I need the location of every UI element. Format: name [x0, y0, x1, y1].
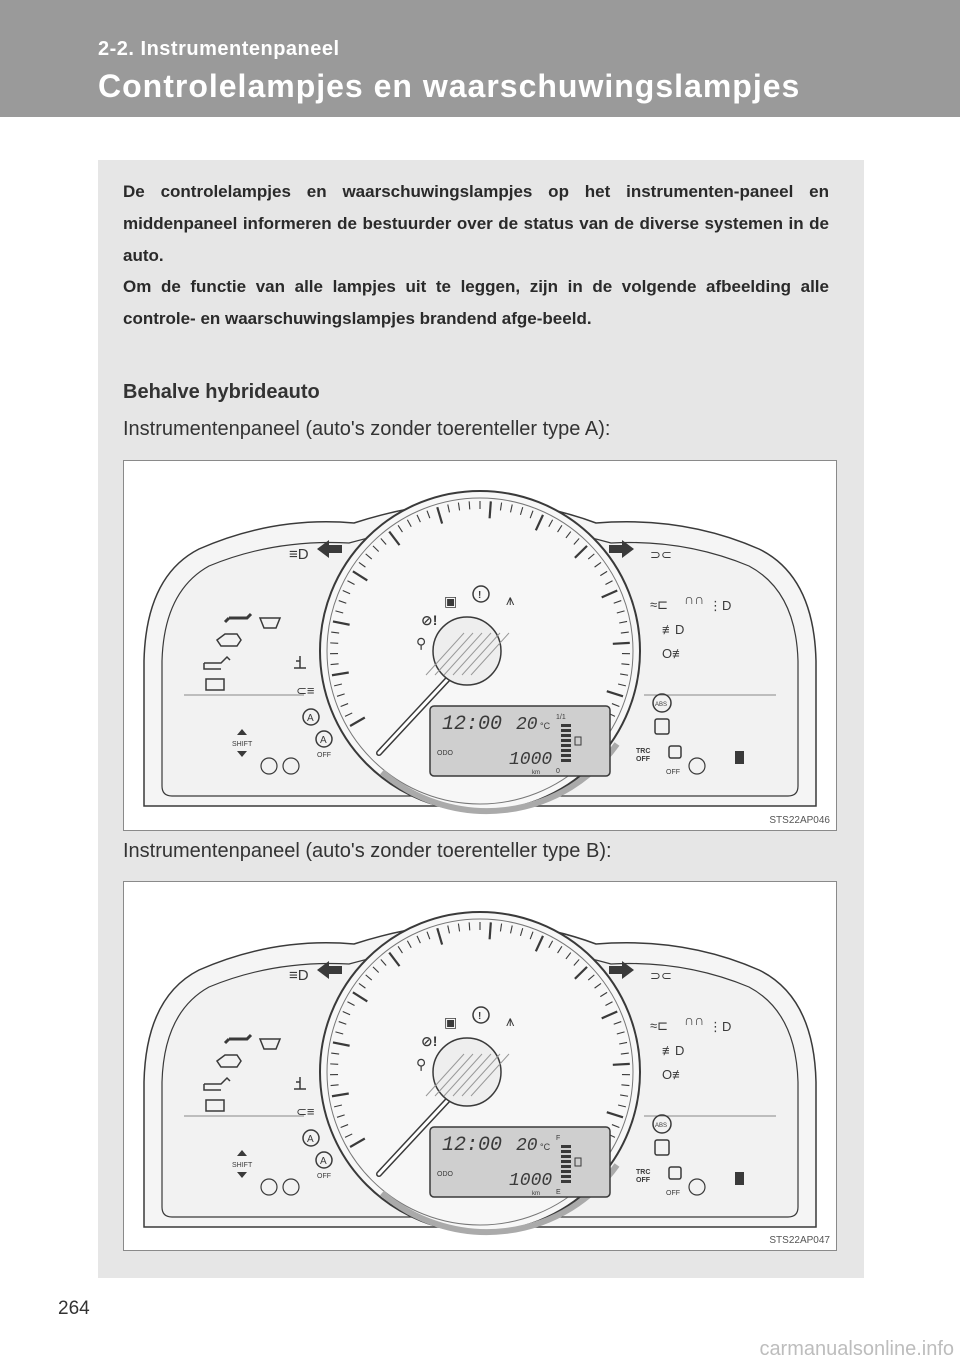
odometer-readout: 1000 [509, 750, 553, 770]
abs-label: ABS [655, 1123, 668, 1129]
fuel-bar-segment [561, 1145, 571, 1148]
power-steering-icon: ⊘! [421, 612, 438, 628]
rear-defogger-icon: ∩∩ [684, 591, 705, 607]
odo-label: ODO [437, 750, 453, 757]
front-fog-icon: ≢D [662, 622, 685, 637]
section-label: 2-2. Instrumentenpaneel [98, 38, 340, 60]
brake-warning-mark: ! [478, 590, 482, 601]
temperature-readout: 20 [516, 1136, 538, 1156]
fuel-bar-segment [561, 749, 571, 752]
trc-off-label: OFF [636, 756, 650, 763]
power-steering-icon: ⊘! [421, 1033, 438, 1049]
rear-defogger-icon: ∩∩ [684, 1012, 705, 1028]
fuel-scale-bottom: 0 [556, 768, 560, 775]
figure-code: STS22AP046 [769, 815, 830, 826]
tail-light-icon: ⊃⊂ [650, 968, 672, 983]
auto-off-label: OFF [317, 752, 331, 759]
fuel-bar-segment [561, 1170, 571, 1173]
auto-off-label: OFF [317, 1173, 331, 1180]
temperature-unit: °C [540, 1142, 551, 1152]
glow-plug-icon: ⊂≡ [296, 683, 315, 698]
speedometer-tick [613, 1064, 630, 1065]
auto-off-letter: A [320, 735, 327, 746]
fuel-bar-segment [561, 754, 571, 757]
auto-icon-letter: A [307, 713, 314, 724]
subheading: Behalve hybrideauto [123, 381, 320, 403]
vsc-off-label: OFF [666, 769, 680, 776]
low-fuel-icon [735, 751, 744, 764]
shift-label: SHIFT [232, 1162, 253, 1169]
clock-readout: 12:00 [442, 713, 503, 736]
fog-light-icon: ⋮D [709, 598, 732, 613]
intro-paragraph-1: De controlelampjes en waarschuwingslampjes op het instrumenten-paneel en middenpaneel informeren de bestuurder over de status van de diverse systemen in de auto. [123, 182, 829, 265]
security-icon: ▣ [444, 1014, 458, 1030]
airbag-icon: ⚲ [416, 1056, 427, 1072]
fuel-scale-top: F [556, 1135, 561, 1142]
figure-code: STS22AP047 [769, 1235, 830, 1246]
fuel-bar-segment [561, 759, 571, 762]
page-title: Controlelampjes en waarschuwingslampjes [98, 68, 801, 104]
auto-icon-letter: A [307, 1134, 314, 1145]
fuel-bar-segment [561, 744, 571, 747]
intro-paragraph-2: Om de functie van alle lampjes uit te leggen, zijn in de volgende afbeelding alle controle- en waarschuwingslampjes brandend afge-beeld. [123, 277, 829, 329]
figure-caption-a: Instrumentenpaneel (auto's zonder toerenteller type A): [123, 418, 611, 440]
instrument-cluster-a [124, 461, 836, 830]
vsc-off-label: OFF [666, 1190, 680, 1197]
intro-text [123, 176, 829, 335]
distance-unit: km [532, 770, 540, 776]
glow-plug-icon: ⊂≡ [296, 1104, 315, 1119]
needle-hub [433, 1038, 501, 1106]
fuel-bar-segment [561, 739, 571, 742]
headlight-icon: ≡D [289, 546, 309, 563]
low-oil-level-icon: ≈⊏ [650, 1018, 669, 1033]
speedometer-tick [331, 1085, 339, 1086]
fuel-bar-segment [561, 734, 571, 737]
rear-fog-icon: O≢ [662, 1067, 686, 1082]
instrument-panel-figure-a [123, 460, 837, 831]
chapter-header [0, 0, 960, 117]
security-icon: ▣ [444, 593, 458, 609]
seatbelt-icon: ⩚ [506, 592, 515, 609]
watermark: carmanualsonline.info [759, 1338, 954, 1360]
distance-unit: km [532, 1191, 540, 1197]
fuel-bar-segment [561, 1155, 571, 1158]
figure-caption-b: Instrumentenpaneel (auto's zonder toerenteller type B): [123, 840, 612, 862]
tail-light-icon: ⊃⊂ [650, 547, 672, 562]
speedometer-tick [613, 643, 630, 644]
speedometer-tick [490, 501, 491, 518]
instrument-panel-figure-b [123, 881, 837, 1251]
trc-label: TRC [636, 1169, 651, 1176]
speedometer-tick [490, 922, 491, 939]
seatbelt-icon: ⩚ [506, 1013, 515, 1030]
fuel-scale-bottom: E [556, 1189, 561, 1196]
fog-light-icon: ⋮D [709, 1019, 732, 1034]
fuel-bar-segment [561, 1175, 571, 1178]
fuel-bar-segment [561, 1150, 571, 1153]
shift-label: SHIFT [232, 741, 253, 748]
fuel-bar-segment [561, 724, 571, 727]
low-oil-level-icon: ≈⊏ [650, 597, 669, 612]
speedometer-tick [469, 922, 470, 930]
fuel-bar-segment [561, 729, 571, 732]
auto-off-letter: A [320, 1156, 327, 1167]
temperature-unit: °C [540, 721, 551, 731]
trc-off-label: OFF [636, 1177, 650, 1184]
fuel-scale-top: 1/1 [556, 714, 566, 721]
odometer-readout: 1000 [509, 1171, 553, 1191]
speedometer-tick [621, 1085, 629, 1086]
headlight-icon: ≡D [289, 967, 309, 984]
brake-warning-mark: ! [478, 1011, 482, 1022]
abs-label: ABS [655, 702, 668, 708]
fuel-bar-segment [561, 1165, 571, 1168]
needle-hub [433, 617, 501, 685]
airbag-icon: ⚲ [416, 635, 427, 651]
fuel-bar-segment [561, 1160, 571, 1163]
front-fog-icon: ≢D [662, 1043, 685, 1058]
page-number: 264 [58, 1298, 90, 1319]
rear-fog-icon: O≢ [662, 646, 686, 661]
clock-readout: 12:00 [442, 1134, 503, 1157]
odo-label: ODO [437, 1171, 453, 1178]
low-fuel-icon [735, 1172, 744, 1185]
speedometer-tick [469, 501, 470, 509]
trc-label: TRC [636, 748, 651, 755]
fuel-bar-segment [561, 1180, 571, 1183]
instrument-cluster-b [124, 882, 836, 1250]
temperature-readout: 20 [516, 715, 538, 735]
speedometer-tick [331, 664, 339, 665]
speedometer-tick [621, 664, 629, 665]
